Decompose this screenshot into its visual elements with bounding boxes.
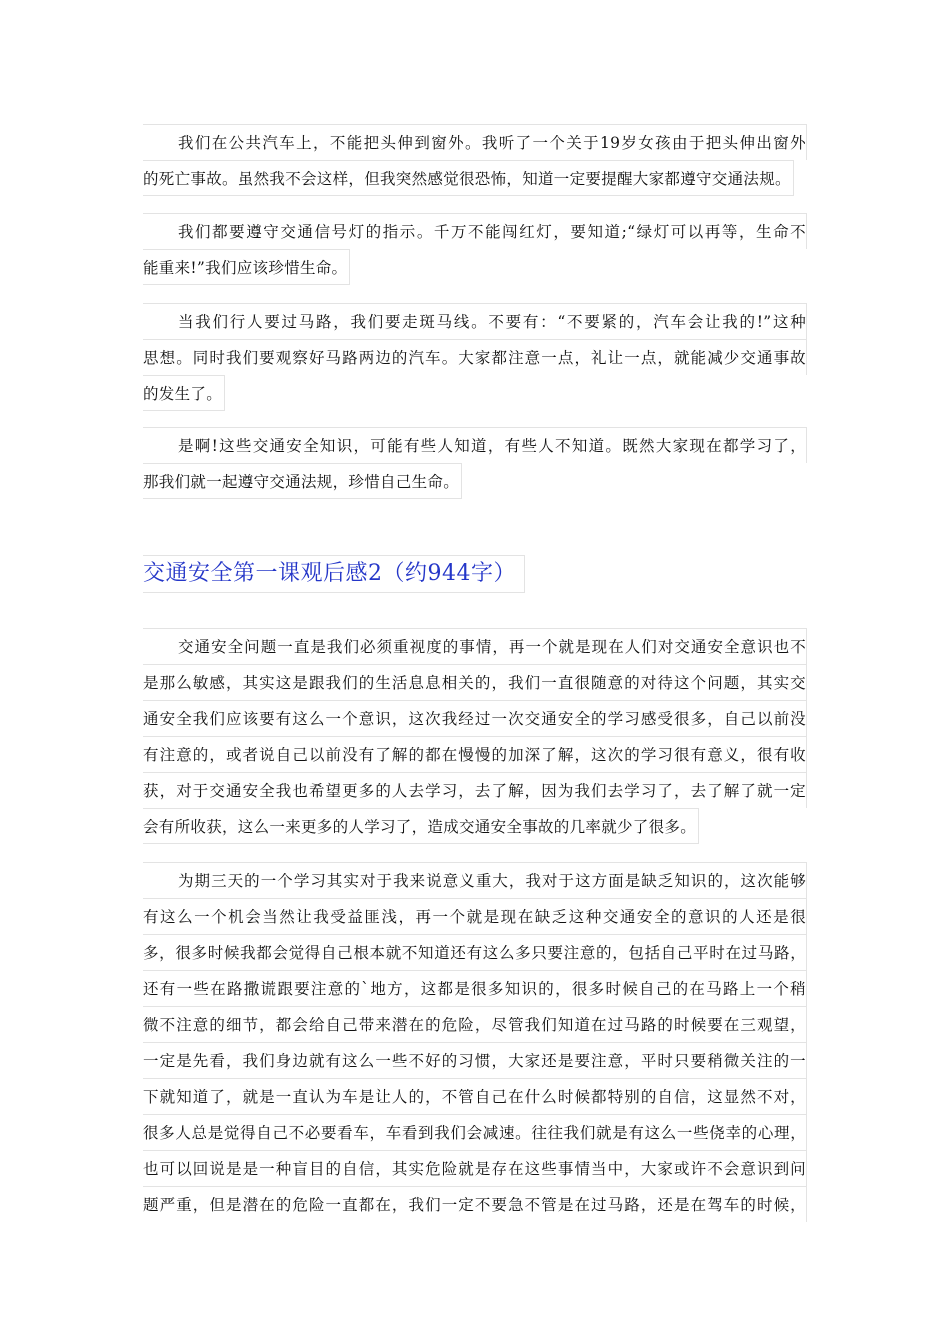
text-line: 我们在公共汽车上，不能把头伸到窗外。我听了一个关于19岁女孩由于把头伸出窗外 [143, 124, 807, 160]
text-line: 题严重，但是潜在的危险一直都在，我们一定不要急不管是在过马路，还是在驾车的时候， [143, 1186, 807, 1222]
paragraph-1 [143, 124, 807, 200]
text-line: 是啊!这些交通安全知识，可能有些人知道，有些人不知道。既然大家现在都学习了， [143, 427, 807, 463]
text-line: 一定是先看，我们身边就有这么一些不好的习惯，大家还是要注意，平时只要稍微关注的一 [143, 1042, 807, 1078]
text-line: 思想。同时我们要观察好马路两边的汽车。大家都注意一点，礼让一点，就能减少交通事故 [143, 339, 807, 375]
text-line: 能重来!”我们应该珍惜生命。 [143, 249, 350, 285]
paragraph-3 [143, 303, 807, 415]
text-line: 也可以回说是是一种盲目的自信，其实危险就是存在这些事情当中，大家或许不会意识到问 [143, 1150, 807, 1186]
text-line: 我们都要遵守交通信号灯的指示。千万不能闯红灯，要知道;“绿灯可以再等，生命不 [143, 213, 807, 249]
text-line: 当我们行人要过马路，我们要走斑马线。不要有：“不要紧的，汽车会让我的!”这种 [143, 303, 807, 339]
text-line: 多，很多时候我都会觉得自己根本就不知道还有这么多只要注意的，包括自己平时在过马路， [143, 934, 807, 970]
text-line: 的发生了。 [143, 375, 225, 411]
text-line: 还有一些在路撒谎跟要注意的`地方，这都是很多知识的，很多时候自己的在马路上一个稍 [143, 970, 807, 1006]
text-line: 微不注意的细节，都会给自己带来潜在的危险，尽管我们知道在过马路的时候要在三观望， [143, 1006, 807, 1042]
text-line: 那我们就一起遵守交通法规，珍惜自己生命。 [143, 463, 462, 499]
text-line: 的死亡事故。虽然我不会这样，但我突然感觉很恐怖，知道一定要提醒大家都遵守交通法规。 [143, 160, 794, 196]
paragraph-2 [143, 213, 807, 289]
text-line: 会有所收获，这么一来更多的人学习了，造成交通安全事故的几率就少了很多。 [143, 808, 699, 844]
text-line: 有注意的，或者说自己以前没有了解的都在慢慢的加深了解，这次的学习很有意义，很有收 [143, 736, 807, 772]
paragraph-5 [143, 628, 807, 848]
text-line: 很多人总是觉得自己不必要看车，车看到我们会减速。往往我们就是有这么一些侥幸的心理， [143, 1114, 807, 1150]
text-line: 通安全我们应该要有这么一个意识，这次我经过一次交通安全的学习感受很多，自己以前没 [143, 700, 807, 736]
text-line: 交通安全问题一直是我们必须重视度的事情，再一个就是现在人们对交通安全意识也不 [143, 628, 807, 664]
paragraph-6 [143, 862, 807, 1222]
text-line: 下就知道了，就是一直认为车是让人的，不管自己在什么时候都特别的自信，这显然不对， [143, 1078, 807, 1114]
text-line: 获，对于交通安全我也希望更多的人去学习，去了解，因为我们去学习了，去了解了就一定 [143, 772, 807, 808]
section-heading: 交通安全第一课观后感2（约944字） [143, 555, 525, 593]
text-line: 是那么敏感，其实这是跟我们的生活息息相关的，我们一直很随意的对待这个问题，其实交 [143, 664, 807, 700]
text-line: 为期三天的一个学习其实对于我来说意义重大，我对于这方面是缺乏知识的，这次能够 [143, 862, 807, 898]
paragraph-4 [143, 427, 807, 503]
text-line: 有这么一个机会当然让我受益匪浅，再一个就是现在缺乏这种交通安全的意识的人还是很 [143, 898, 807, 934]
